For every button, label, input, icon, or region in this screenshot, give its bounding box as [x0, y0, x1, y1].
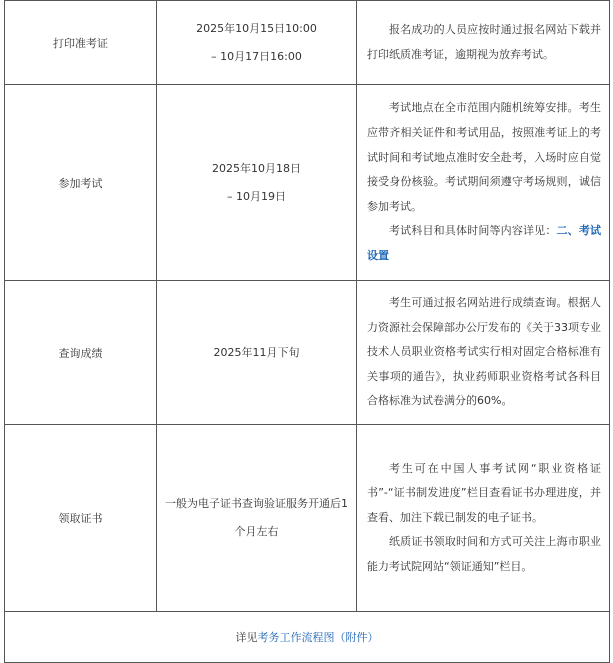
- time-line: 2025年10月15日10:00: [196, 21, 317, 35]
- step-description: [357, 85, 610, 281]
- detail-prefix: 考试科目和具体时间等内容详见：: [389, 224, 557, 238]
- table-row: [5, 85, 610, 281]
- step-description: [357, 1, 610, 85]
- table-row: [5, 281, 610, 425]
- table-row: [5, 1, 610, 85]
- step-time: [157, 1, 357, 85]
- step-time: 2025年11月下旬: [157, 281, 357, 425]
- description-paragraph: 考生可通过报名网站进行成绩查询。根据人力资源社会保障部办公厅发布的《关于33项专业技术人员职业资格考试实行相对固定合格标准有关事项的通告》，执业药师职业资格考试各科目合格标准为试卷满分的60%。: [367, 296, 601, 408]
- workflow-chart-link[interactable]: 考务工作流程图（附件）: [257, 631, 379, 644]
- step-name: 打印准考证: [5, 1, 157, 85]
- description-paragraph: 报名成功的人员应按时通过报名网站下载并打印纸质准考证，逾期视为放弃考试。: [367, 22, 601, 61]
- footer-prefix: 详见: [235, 631, 258, 644]
- step-description: [357, 425, 610, 612]
- step-description: [357, 281, 610, 425]
- step-time: [157, 85, 357, 281]
- description-paragraph: 考生可在中国人事考试网“职业资格证书”-“证书制发进度”栏目查看证书办理进度，并查看、加注下载已制发的电子证书。: [367, 461, 601, 524]
- time-line: – 10月19日: [227, 189, 286, 203]
- description-paragraph: 纸质证书领取时间和方式可关注上海市职业能力考试院网站“领证通知”栏目。: [367, 535, 601, 573]
- exam-settings-link[interactable]: 二、考试设置: [367, 224, 601, 262]
- time-line: – 10月17日16:00: [211, 49, 302, 63]
- description-paragraph: [367, 219, 601, 268]
- footer-cell: [5, 612, 610, 663]
- time-line: 2025年10月18日: [212, 161, 301, 175]
- step-name: 领取证书: [5, 425, 157, 612]
- step-time: 一般为电子证书查询验证服务开通后1个月左右: [157, 425, 357, 612]
- exam-schedule-table: [4, 0, 610, 663]
- table-footer-row: [5, 612, 610, 663]
- description-paragraph: 考试地点在全市范围内随机统筹安排。考生应带齐相关证件和考试用品，按照准考证上的考试时间和考试地点准时安全赴考，入场时应自觉接受身份核验。考试期间须遵守考场规则，诚信参加考试。: [367, 101, 601, 213]
- step-name: 参加考试: [5, 85, 157, 281]
- step-name: 查询成绩: [5, 281, 157, 425]
- table-row: [5, 425, 610, 612]
